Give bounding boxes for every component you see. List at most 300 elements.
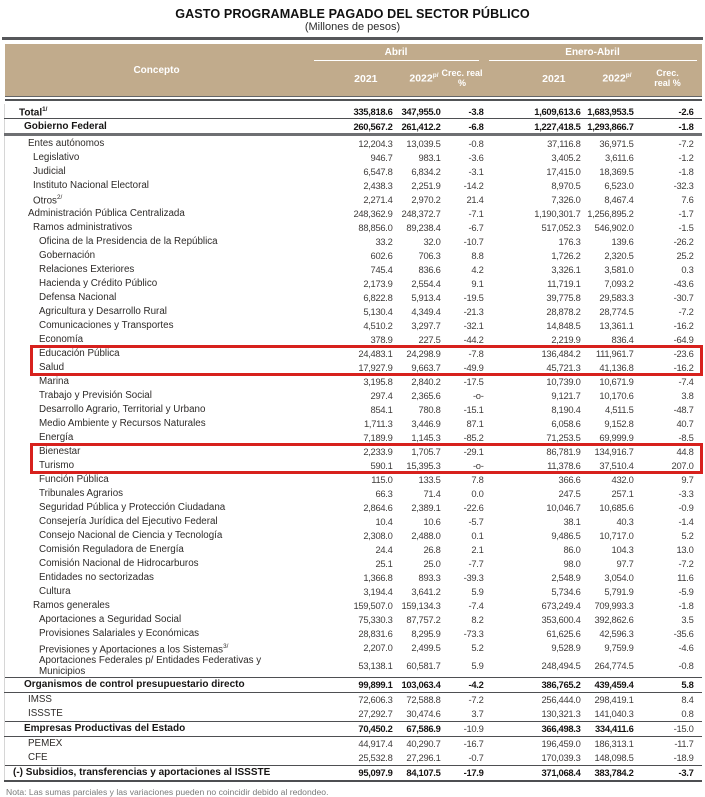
cell-enero-abril-crec-real: -1.5 bbox=[678, 222, 694, 234]
row-label: Aportaciones a Seguridad Social bbox=[5, 613, 309, 627]
cell-enero-abril-crec-real: -30.7 bbox=[673, 292, 694, 304]
cell-enero-abril-crec-real: 5.8 bbox=[634, 677, 702, 692]
cell-abril-2022: 248,372.7 bbox=[401, 208, 441, 220]
cell-abril-2021: 602.6 bbox=[370, 250, 393, 262]
table-row bbox=[5, 692, 702, 707]
row-label: Energía bbox=[5, 431, 309, 445]
cell-enero-abril-2022: 3,581.0 bbox=[604, 264, 634, 276]
cell-enero-abril-2022: 298,419.1 bbox=[594, 694, 634, 706]
cell-abril-2022: 227.5 bbox=[418, 334, 441, 346]
cell-enero-abril-2021: 1,726.2 bbox=[551, 250, 581, 262]
cell-enero-abril-crec-real: -48.7 bbox=[673, 404, 694, 416]
cell-abril-crec-real: -32.1 bbox=[463, 320, 484, 332]
cell-enero-abril-crec-real: -1.8 bbox=[634, 119, 702, 135]
cell-enero-abril-2021: 10,046.7 bbox=[546, 502, 581, 514]
table-row bbox=[5, 389, 702, 403]
cell-abril-2021: 95,097.9 bbox=[309, 765, 393, 781]
row-label: Educación Pública bbox=[5, 347, 309, 361]
cell-enero-abril-2021: 1,190,301.7 bbox=[534, 208, 581, 220]
table-row bbox=[5, 403, 702, 417]
cell-enero-abril-crec-real: 11.6 bbox=[677, 572, 694, 584]
row-label: Entidades no sectorizadas bbox=[5, 571, 309, 585]
budget-table bbox=[4, 44, 702, 782]
table-row bbox=[5, 221, 702, 235]
cell-abril-2021: 2,233.9 bbox=[363, 446, 393, 458]
cell-enero-abril-2021: 256,444.0 bbox=[541, 694, 581, 706]
table-row bbox=[5, 473, 702, 487]
cell-abril-2022: 3,641.2 bbox=[411, 586, 441, 598]
cell-abril-2022: 72,588.8 bbox=[406, 694, 441, 706]
cell-abril-crec-real: 8.8 bbox=[471, 250, 484, 262]
table-row bbox=[5, 655, 702, 678]
cell-abril-2021: 297.4 bbox=[370, 390, 393, 402]
cell-enero-abril-crec-real: 0.8 bbox=[681, 708, 694, 720]
cell-abril-2021: 2,173.9 bbox=[363, 278, 393, 290]
cell-abril-crec-real: -44.2 bbox=[463, 334, 484, 346]
cell-enero-abril-crec-real: 3.8 bbox=[681, 390, 694, 402]
cell-enero-abril-crec-real: -8.5 bbox=[678, 432, 694, 444]
row-label: Comunicaciones y Transportes bbox=[5, 319, 309, 333]
table-row bbox=[5, 529, 702, 543]
cell-abril-crec-real: 4.2 bbox=[471, 264, 484, 276]
cell-abril-2021: 27,292.7 bbox=[358, 708, 393, 720]
cell-enero-abril-2021: 17,415.0 bbox=[546, 165, 581, 177]
cell-abril-2021: 590.1 bbox=[370, 460, 393, 472]
col-header-abril-2022: $2022^{p/}$ bbox=[393, 61, 441, 97]
cell-enero-abril-2022: 8,467.4 bbox=[604, 193, 634, 205]
table-row bbox=[5, 119, 702, 135]
cell-enero-abril-2022: 9,759.9 bbox=[604, 642, 634, 654]
row-label: Consejo Nacional de Ciencia y Tecnología bbox=[5, 529, 309, 543]
cell-abril-2022: 2,499.5 bbox=[411, 642, 441, 654]
cell-enero-abril-2022: 148,098.5 bbox=[594, 752, 634, 764]
cell-abril-crec-real: 9.1 bbox=[471, 278, 484, 290]
cell-abril-crec-real: -73.3 bbox=[463, 628, 484, 640]
cell-abril-2021: 159,507.0 bbox=[353, 600, 393, 612]
cell-abril-2021: 1,711.3 bbox=[364, 418, 393, 430]
cell-abril-2022: 2,365.6 bbox=[411, 390, 441, 402]
cell-abril-2021: 33.2 bbox=[375, 236, 393, 248]
cell-enero-abril-2021: 7,326.0 bbox=[551, 193, 581, 205]
table-row bbox=[5, 291, 702, 305]
cell-enero-abril-2022: 709,993.3 bbox=[594, 600, 634, 612]
table-row bbox=[5, 150, 702, 164]
table-row bbox=[5, 613, 702, 627]
cell-abril-2022: 24,298.9 bbox=[406, 348, 441, 360]
cell-abril-crec-real: -19.5 bbox=[463, 292, 484, 304]
cell-enero-abril-2022: 36,971.5 bbox=[599, 137, 634, 149]
cell-enero-abril-2021: 6,058.6 bbox=[551, 418, 581, 430]
cell-abril-2021: 335,818.6 bbox=[309, 104, 393, 119]
cell-enero-abril-2022: 97.7 bbox=[616, 558, 634, 570]
cell-enero-abril-crec-real: -26.2 bbox=[673, 236, 694, 248]
cell-abril-2021: 72,606.3 bbox=[358, 694, 393, 706]
cell-abril-2021: 2,308.0 bbox=[363, 530, 393, 542]
cell-enero-abril-2021: 517,052.3 bbox=[541, 222, 581, 234]
cell-enero-abril-crec-real: -16.2 bbox=[673, 362, 694, 374]
cell-enero-abril-crec-real: 5.2 bbox=[681, 530, 694, 542]
cell-enero-abril-2021: 247.5 bbox=[558, 488, 581, 500]
cell-abril-2022: 133.5 bbox=[418, 474, 441, 486]
cell-abril-crec-real: -39.3 bbox=[463, 572, 484, 584]
cell-abril-2022: 2,389.1 bbox=[411, 502, 441, 514]
table-row bbox=[5, 721, 702, 736]
row-label: Aportaciones Federales p/ Entidades Federativas y Municipios bbox=[5, 655, 309, 678]
cell-abril-crec-real: 2.1 bbox=[471, 544, 484, 556]
cell-enero-abril-2021: 5,734.6 bbox=[551, 586, 581, 598]
cell-enero-abril-crec-real: -4.6 bbox=[678, 642, 694, 654]
cell-abril-2022: 15,395.3 bbox=[406, 460, 441, 472]
table-row bbox=[5, 104, 702, 119]
col-group-abril: Abril bbox=[309, 44, 484, 61]
cell-abril-2022: 159,134.3 bbox=[401, 600, 441, 612]
cell-abril-2022: 2,840.2 bbox=[411, 376, 441, 388]
table-row bbox=[5, 192, 702, 206]
cell-enero-abril-2021: 196,459.0 bbox=[541, 738, 581, 750]
row-label: Bienestar bbox=[5, 445, 309, 459]
row-label: Oficina de la Presidencia de la República bbox=[5, 235, 309, 249]
cell-enero-abril-2021: 3,405.2 bbox=[551, 151, 581, 163]
table-row bbox=[5, 375, 702, 389]
table-row bbox=[5, 765, 702, 781]
cell-enero-abril-2021: 2,219.9 bbox=[551, 334, 581, 346]
cell-enero-abril-2022: 139.6 bbox=[611, 236, 634, 248]
cell-enero-abril-crec-real: 13.0 bbox=[676, 544, 694, 556]
cell-abril-crec-real: -10.7 bbox=[463, 236, 484, 248]
cell-abril-2021: 4,510.2 bbox=[363, 320, 393, 332]
cell-abril-2022: 780.8 bbox=[418, 404, 441, 416]
table-row bbox=[5, 707, 702, 722]
cell-enero-abril-crec-real: -1.7 bbox=[678, 208, 694, 220]
cell-enero-abril-2021: 2,548.9 bbox=[551, 572, 581, 584]
table-row bbox=[5, 445, 702, 459]
cell-abril-2022: 9,663.7 bbox=[411, 362, 441, 374]
cell-abril-crec-real: 5.2 bbox=[471, 642, 484, 654]
cell-abril-2022: 836.6 bbox=[418, 264, 441, 276]
table-row bbox=[5, 135, 702, 151]
table-row bbox=[5, 361, 702, 375]
cell-enero-abril-2022: 2,320.5 bbox=[604, 250, 634, 262]
cell-enero-abril-crec-real: 9.7 bbox=[681, 474, 694, 486]
cell-abril-crec-real: -6.8 bbox=[441, 119, 484, 135]
cell-abril-2021: 75,330.3 bbox=[358, 614, 393, 626]
cell-enero-abril-crec-real: -18.9 bbox=[673, 752, 694, 764]
cell-enero-abril-crec-real: 8.4 bbox=[681, 694, 694, 706]
cell-enero-abril-crec-real: -1.4 bbox=[678, 516, 694, 528]
cell-enero-abril-2022: 13,361.1 bbox=[599, 320, 634, 332]
table-row bbox=[5, 333, 702, 347]
row-label: Seguridad Pública y Protección Ciudadana bbox=[5, 501, 309, 515]
cell-abril-2022: 103,063.4 bbox=[393, 677, 441, 692]
cell-abril-2021: 378.9 bbox=[370, 334, 393, 346]
cell-enero-abril-2022: 104.3 bbox=[611, 544, 634, 556]
cell-abril-2021: 946.7 bbox=[370, 151, 393, 163]
cell-abril-2021: 66.3 bbox=[375, 488, 393, 500]
cell-enero-abril-2021: 28,878.2 bbox=[546, 306, 581, 318]
cell-enero-abril-crec-real: -15.0 bbox=[634, 721, 702, 736]
page-title: GASTO PROGRAMABLE PAGADO DEL SECTOR PÚBLICO bbox=[175, 7, 530, 21]
row-label: Judicial bbox=[5, 164, 309, 178]
row-label: Empresas Productivas del Estado bbox=[5, 721, 309, 736]
row-label: Comisión Nacional de Hidrocarburos bbox=[5, 557, 309, 571]
cell-abril-2021: 3,195.8 bbox=[363, 376, 393, 388]
cell-enero-abril-crec-real: -0.9 bbox=[678, 502, 694, 514]
col-group-enero-abril: Enero-Abril bbox=[484, 44, 702, 61]
cell-enero-abril-crec-real: 7.6 bbox=[681, 193, 694, 205]
cell-abril-2022: 6,834.2 bbox=[411, 165, 441, 177]
row-label: ISSSTE bbox=[5, 707, 309, 722]
cell-enero-abril-2021: 11,719.1 bbox=[547, 278, 581, 290]
row-label: PEMEX bbox=[5, 736, 309, 751]
cell-abril-2022: 706.3 bbox=[418, 250, 441, 262]
cell-abril-2021: 24,483.1 bbox=[358, 348, 393, 360]
cell-enero-abril-2021: 8,190.4 bbox=[551, 404, 581, 416]
cell-abril-2022: 30,474.6 bbox=[406, 708, 441, 720]
cell-abril-2021: 2,864.6 bbox=[363, 502, 393, 514]
cell-enero-abril-crec-real: 3.5 bbox=[681, 614, 694, 626]
cell-abril-2022: 84,107.5 bbox=[393, 765, 441, 781]
cell-enero-abril-2022: 432.0 bbox=[611, 474, 634, 486]
row-label: Marina bbox=[5, 375, 309, 389]
cell-enero-abril-2021: 45,721.3 bbox=[546, 362, 581, 374]
cell-enero-abril-crec-real: 44.8 bbox=[676, 446, 694, 458]
cell-abril-2022: 10.6 bbox=[423, 516, 441, 528]
cell-enero-abril-crec-real: -7.2 bbox=[678, 306, 694, 318]
row-label: Entes autónomos bbox=[5, 135, 309, 151]
cell-enero-abril-2021: 86,781.9 bbox=[546, 446, 581, 458]
table-row bbox=[5, 501, 702, 515]
cell-enero-abril-2021: 37,116.8 bbox=[547, 137, 581, 149]
cell-abril-2021: 99,899.1 bbox=[309, 677, 393, 692]
cell-enero-abril-crec-real: -35.6 bbox=[673, 628, 694, 640]
row-label: Gobierno Federal bbox=[5, 119, 309, 135]
cell-abril-crec-real: -85.2 bbox=[463, 432, 484, 444]
row-label: Administración Pública Centralizada bbox=[5, 207, 309, 221]
row-label: Previsiones y Aportaciones a los Sistemas$^{3/}$ bbox=[5, 641, 309, 655]
cell-abril-2021: 53,138.1 bbox=[358, 660, 393, 672]
title-rule bbox=[2, 37, 703, 40]
cell-abril-crec-real: -7.7 bbox=[468, 558, 484, 570]
row-label: Legislativo bbox=[5, 150, 309, 164]
cell-abril-crec-real: -o- bbox=[472, 460, 484, 472]
table-row bbox=[5, 207, 702, 221]
cell-enero-abril-2021: 1,609,613.6 bbox=[484, 104, 581, 119]
cell-abril-2021: 6,547.8 bbox=[363, 165, 393, 177]
row-label: (-) Subsidios, transferencias y aportaciones al ISSSTE bbox=[5, 765, 309, 781]
cell-abril-crec-real: -7.8 bbox=[468, 348, 484, 360]
row-label: Economía bbox=[5, 333, 309, 347]
cell-abril-crec-real: -4.2 bbox=[441, 677, 484, 692]
cell-abril-2021: 28,831.6 bbox=[358, 628, 393, 640]
cell-abril-2022: 89,238.4 bbox=[406, 222, 441, 234]
row-label: Cultura bbox=[5, 585, 309, 599]
cell-enero-abril-2022: 186,313.1 bbox=[594, 738, 634, 750]
cell-abril-2022: 8,295.9 bbox=[411, 628, 441, 640]
cell-abril-2021: 10.4 bbox=[375, 516, 393, 528]
cell-enero-abril-2022: 69,999.9 bbox=[599, 432, 634, 444]
col-header-concepto: Concepto bbox=[5, 44, 309, 97]
table-body bbox=[5, 97, 702, 781]
cell-abril-2022: 983.1 bbox=[418, 151, 441, 163]
cell-abril-crec-real: 7.8 bbox=[471, 474, 484, 486]
cell-enero-abril-2021: 170,039.3 bbox=[541, 752, 581, 764]
cell-abril-2022: 2,554.4 bbox=[411, 278, 441, 290]
cell-enero-abril-2021: 98.0 bbox=[563, 558, 581, 570]
cell-enero-abril-2021: 366,498.3 bbox=[484, 721, 581, 736]
cell-abril-crec-real: -14.2 bbox=[463, 179, 484, 191]
row-label: Otros$^{2/}$ bbox=[5, 192, 309, 206]
cell-enero-abril-2022: 6,523.0 bbox=[604, 179, 634, 191]
row-label: Total$^{1/}$ bbox=[5, 104, 309, 119]
cell-enero-abril-crec-real: -7.2 bbox=[678, 558, 694, 570]
table-row bbox=[5, 585, 702, 599]
footnote: Nota: Las sumas parciales y las variaciones pueden no coincidir debido al redondeo. bbox=[6, 786, 329, 797]
cell-abril-crec-real: -3.8 bbox=[441, 104, 484, 119]
cell-abril-2021: 7,189.9 bbox=[363, 432, 393, 444]
cell-abril-2021: 115.0 bbox=[371, 474, 393, 486]
cell-enero-abril-2022: 1,293,866.7 bbox=[581, 119, 634, 135]
table-row bbox=[5, 249, 702, 263]
cell-abril-2022: 32.0 bbox=[423, 236, 441, 248]
table-row bbox=[5, 543, 702, 557]
row-label: Organismos de control presupuestario directo bbox=[5, 677, 309, 692]
cell-enero-abril-2022: 546,902.0 bbox=[594, 222, 634, 234]
cell-enero-abril-2021: 9,121.7 bbox=[551, 390, 581, 402]
col-header-enero-abril-2022: $2022^{p/}$ bbox=[581, 61, 634, 97]
cell-abril-2022: 5,913.4 bbox=[411, 292, 441, 304]
cell-enero-abril-2021: 38.1 bbox=[563, 516, 581, 528]
cell-enero-abril-2022: 37,510.4 bbox=[599, 460, 634, 472]
cell-abril-2021: 17,927.9 bbox=[358, 362, 393, 374]
table-row bbox=[5, 627, 702, 641]
table-row bbox=[5, 751, 702, 766]
cell-enero-abril-2022: 7,093.2 bbox=[604, 278, 634, 290]
cell-enero-abril-2021: 1,227,418.5 bbox=[484, 119, 581, 135]
table-row bbox=[5, 515, 702, 529]
cell-abril-2022: 1,705.7 bbox=[411, 446, 441, 458]
cell-enero-abril-crec-real: -1.8 bbox=[678, 165, 694, 177]
row-label: Agricultura y Desarrollo Rural bbox=[5, 305, 309, 319]
cell-abril-crec-real: -17.5 bbox=[463, 376, 484, 388]
cell-enero-abril-2022: 10,671.9 bbox=[599, 376, 634, 388]
row-label: Desarrollo Agrario, Territorial y Urbano bbox=[5, 403, 309, 417]
cell-abril-2022: 2,251.9 bbox=[411, 179, 441, 191]
table-row bbox=[5, 599, 702, 613]
cell-enero-abril-2022: 836.4 bbox=[611, 334, 634, 346]
cell-abril-2022: 25.0 bbox=[423, 558, 441, 570]
cell-enero-abril-2022: 18,369.5 bbox=[599, 165, 634, 177]
cell-enero-abril-2022: 10,170.6 bbox=[599, 390, 634, 402]
table-row bbox=[5, 178, 702, 192]
cell-abril-2021: 2,271.4 bbox=[363, 193, 393, 205]
cell-abril-crec-real: 5.9 bbox=[471, 660, 484, 672]
cell-enero-abril-2021: 673,249.4 bbox=[541, 600, 581, 612]
row-label: Función Pública bbox=[5, 473, 309, 487]
row-label: Relaciones Exteriores bbox=[5, 263, 309, 277]
cell-enero-abril-crec-real: -5.9 bbox=[678, 586, 694, 598]
cell-enero-abril-2021: 10,739.0 bbox=[546, 376, 581, 388]
cell-abril-2021: 88,856.0 bbox=[358, 222, 393, 234]
cell-abril-2021: 24.4 bbox=[375, 544, 393, 556]
cell-enero-abril-crec-real: -16.2 bbox=[673, 320, 694, 332]
cell-abril-crec-real: 21.4 bbox=[466, 193, 484, 205]
cell-enero-abril-crec-real: 25.2 bbox=[676, 250, 694, 262]
row-label: IMSS bbox=[5, 692, 309, 707]
cell-enero-abril-2021: 86.0 bbox=[563, 544, 581, 556]
cell-enero-abril-2022: 141,040.3 bbox=[594, 708, 634, 720]
cell-enero-abril-2022: 383,784.2 bbox=[581, 765, 634, 781]
cell-abril-2021: 3,194.4 bbox=[363, 586, 393, 598]
cell-enero-abril-2021: 8,970.5 bbox=[551, 179, 581, 191]
col-header-enero-abril-2021: 2021 bbox=[484, 61, 581, 97]
cell-enero-abril-2021: 39,775.8 bbox=[546, 292, 581, 304]
cell-abril-2021: 25.1 bbox=[375, 558, 393, 570]
table-row bbox=[5, 557, 702, 571]
cell-abril-2022: 60,581.7 bbox=[406, 660, 441, 672]
cell-enero-abril-2021: 9,486.5 bbox=[551, 530, 581, 542]
cell-abril-2022: 4,349.4 bbox=[411, 306, 441, 318]
cell-enero-abril-crec-real: -1.8 bbox=[678, 600, 694, 612]
table-row bbox=[5, 235, 702, 249]
report-page bbox=[0, 7, 705, 797]
table-header bbox=[5, 44, 702, 97]
cell-abril-2022: 2,970.2 bbox=[411, 193, 441, 205]
cell-abril-2022: 893.3 bbox=[418, 572, 441, 584]
cell-abril-2022: 67,586.9 bbox=[393, 721, 441, 736]
cell-enero-abril-2022: 3,054.0 bbox=[604, 572, 634, 584]
cell-enero-abril-crec-real: -11.7 bbox=[674, 738, 694, 750]
cell-enero-abril-2021: 11,378.6 bbox=[547, 460, 581, 472]
row-label: Consejería Jurídica del Ejecutivo Federal bbox=[5, 515, 309, 529]
cell-enero-abril-2022: 1,256,895.2 bbox=[587, 208, 634, 220]
row-label: Ramos administrativos bbox=[5, 221, 309, 235]
cell-abril-2021: 5,130.4 bbox=[363, 306, 393, 318]
cell-enero-abril-2022: 10,717.0 bbox=[599, 530, 634, 542]
cell-abril-crec-real: -3.6 bbox=[468, 151, 484, 163]
table-row bbox=[5, 736, 702, 751]
cell-abril-crec-real: -21.3 bbox=[463, 306, 484, 318]
cell-abril-2022: 27,296.1 bbox=[406, 752, 441, 764]
cell-abril-2021: 12,204.3 bbox=[358, 137, 393, 149]
cell-abril-crec-real: -16.7 bbox=[463, 738, 484, 750]
cell-abril-crec-real: -29.1 bbox=[463, 446, 484, 458]
cell-abril-crec-real: -5.7 bbox=[468, 516, 484, 528]
cell-enero-abril-2021: 9,528.9 bbox=[551, 642, 581, 654]
cell-enero-abril-2022: 257.1 bbox=[611, 488, 634, 500]
cell-abril-2021: 2,438.3 bbox=[363, 179, 393, 191]
cell-abril-2022: 3,446.9 bbox=[411, 418, 441, 430]
cell-abril-2021: 25,532.8 bbox=[358, 752, 393, 764]
table-row bbox=[5, 263, 702, 277]
cell-abril-crec-real: -7.1 bbox=[468, 208, 484, 220]
cell-abril-crec-real: -17.9 bbox=[441, 765, 484, 781]
cell-abril-2022: 1,145.3 bbox=[411, 432, 441, 444]
cell-abril-crec-real: -6.7 bbox=[468, 222, 484, 234]
cell-enero-abril-2022: 3,611.6 bbox=[605, 151, 634, 163]
table-row bbox=[5, 347, 702, 361]
cell-enero-abril-crec-real: -32.3 bbox=[673, 179, 694, 191]
col-header-enero-abril-crec: Crec. real % bbox=[634, 61, 702, 97]
table-row bbox=[5, 641, 702, 655]
cell-enero-abril-2022: 5,791.9 bbox=[604, 586, 634, 598]
row-label: Medio Ambiente y Recursos Naturales bbox=[5, 417, 309, 431]
table-row bbox=[5, 164, 702, 178]
cell-enero-abril-2022: 392,862.6 bbox=[594, 614, 634, 626]
cell-enero-abril-2022: 41,136.8 bbox=[599, 362, 634, 374]
cell-enero-abril-crec-real: 0.3 bbox=[681, 264, 694, 276]
cell-abril-2021: 70,450.2 bbox=[309, 721, 393, 736]
table-row bbox=[5, 305, 702, 319]
